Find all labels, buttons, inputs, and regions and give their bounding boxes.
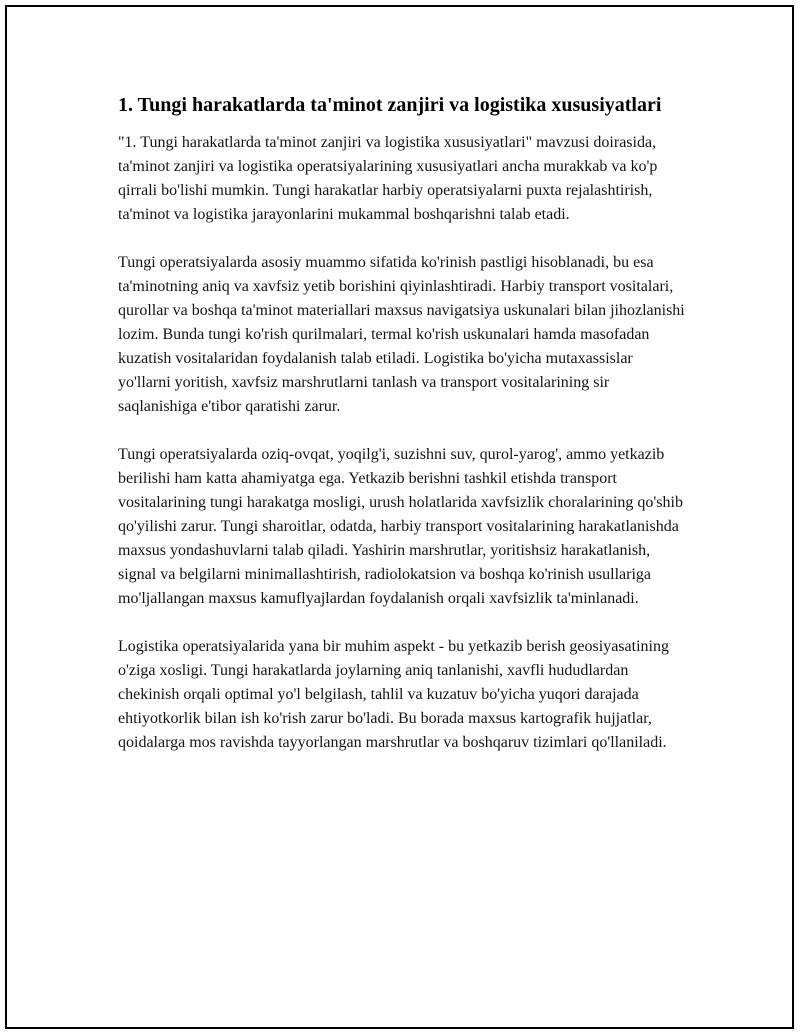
paragraph-3: Tungi operatsiyalarda oziq-ovqat, yoqilg'i, suzishni suv, qurol-yarog', ammo yetkazib berilishi ham katta ahamiyatga ega. Yetkazib berishni tashkil etishda transport vositalarining tungi harakatga mosligi, urush holatlarida xavfsizlik choralarining qo'shib qo'yilishi zarur. Tungi sharoitlar, odatda, harbiy transport vositalarining harakatlanishda maxsus yondashuvlarni talab qiladi. Yashirin marshrutlar, yoritishsiz harakatlanish, signal va belgilarni minimallashtirish, radiolokatsion va boshqa ko'rinish usullariga mo'ljallangan maxsus kamuflyajlardan foydalanish orqali xavfsizlik ta'minlanadi. [118, 446, 683, 607]
document-body [118, 92, 688, 779]
paragraph-4: Logistika operatsiyalarida yana bir muhim aspekt - bu yetkazib berish geosiyasatining o'ziga xosligi. Tungi harakatlarda joylarning aniq tanlanishi, xavfli hududlardan chekinish orqali optimal yo'l belgilash, tahlil va kuzatuv bo'yicha yuqori darajada ehtiyotkorlik bilan ish ko'rish zarur bo'ladi. Bu borada maxsus kartografik hujjatlar, qoidalarga mos ravishda tayyorlangan marshrutlar va boshqaruv tizimlari qo'llaniladi. [118, 638, 669, 751]
paragraph-2: Tungi operatsiyalarda asosiy muammo sifatida ko'rinish pastligi hisoblanadi, bu esa ta'minotning aniq va xavfsiz yetib borishini qiyinlashtiradi. Harbiy transport vositalari, qurollar va boshqa ta'minot materiallari maxsus navigatsiya uskunalari bilan jihozlanishi lozim. Bunda tungi ko'rish qurilmalari, termal ko'rish uskunalari hamda masofadan kuzatish vositalaridan foydalanish talab etiladi. Logistika bo'yicha mutaxassislar yo'llarni yoritish, xavfsiz marshrutlarni tanlash va transport vositalarining sir saqlanishiga e'tibor qaratishi zarur. [118, 254, 685, 415]
document-title: 1. Tungi harakatlarda ta'minot zanjiri va logistika xususiyatlari [118, 94, 662, 116]
paragraph-1: "1. Tungi harakatlarda ta'minot zanjiri va logistika xususiyatlari" mavzusi doirasida, ta'minot zanjiri va logistika operatsiyalarining xususiyatlari ancha murakkab va ko'p qirrali bo'lishi mumkin. Tungi harakatlar harbiy operatsiyalarni puxta rejalashtirish, ta'minot va logistika jarayonlarini mukammal boshqarishni talab etadi. [118, 134, 658, 223]
